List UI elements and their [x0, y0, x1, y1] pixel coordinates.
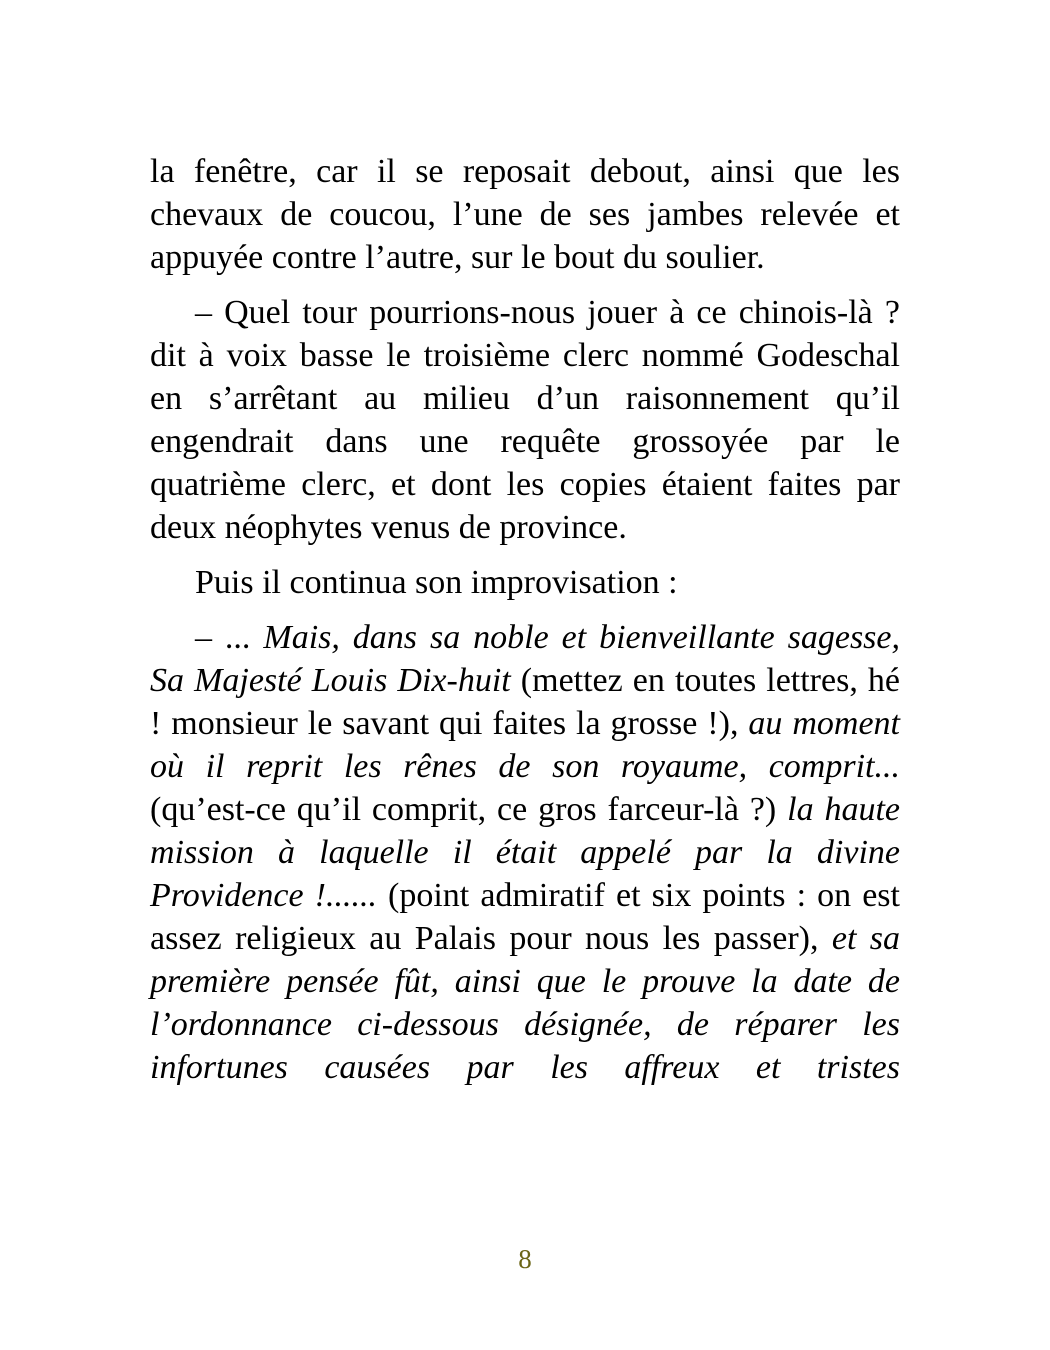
text-span: (point admiratif et six points : on est assez religieux au Palais pour nous les passer),: [150, 877, 900, 957]
paragraph: – Quel tour pourrions-nous jouer à ce chinois-là ? dit à voix basse le troisième clerc nommé Godeschal en s’arrêtant au milieu d’un raisonnement qu’il engendrait dans une requête grossoyée par le quatrième clerc, et dont les copies étaient faites par deux néophytes venus de province.: [150, 294, 900, 546]
page-body: [150, 150, 900, 1101]
paragraph: la fenêtre, car il se reposait debout, ainsi que les chevaux de coucou, l’une de ses jambes relevée et appuyée contre l’autre, sur le bout du soulier.: [150, 153, 900, 276]
paragraph: [150, 616, 900, 1089]
italic-text-span: et sa première pensée fût, ainsi que le prouve la date de l’ordonnance ci-dessous désignée, de réparer les infortunes causées par les affreux et tristes: [150, 920, 900, 1086]
italic-text-span: la haute mission à laquelle il était appelé par la divine Providence !......: [150, 791, 901, 914]
text-span: (qu’est-ce qu’il comprit, ce gros farceur-là ?): [150, 791, 788, 828]
italic-text-span: au moment où il reprit les rênes de son royaume, comprit...: [150, 705, 900, 785]
paragraph: Puis il continua son improvisation :: [195, 564, 678, 601]
text-span: (mettez en toutes lettres, hé ! monsieur le savant qui faites la grosse !),: [150, 662, 900, 742]
page-number: 8: [518, 1244, 532, 1274]
text-span: – ...: [195, 619, 264, 656]
italic-text-span: Mais, dans sa noble et bienveillante sagesse, Sa Majesté Louis Dix-huit: [150, 619, 900, 699]
